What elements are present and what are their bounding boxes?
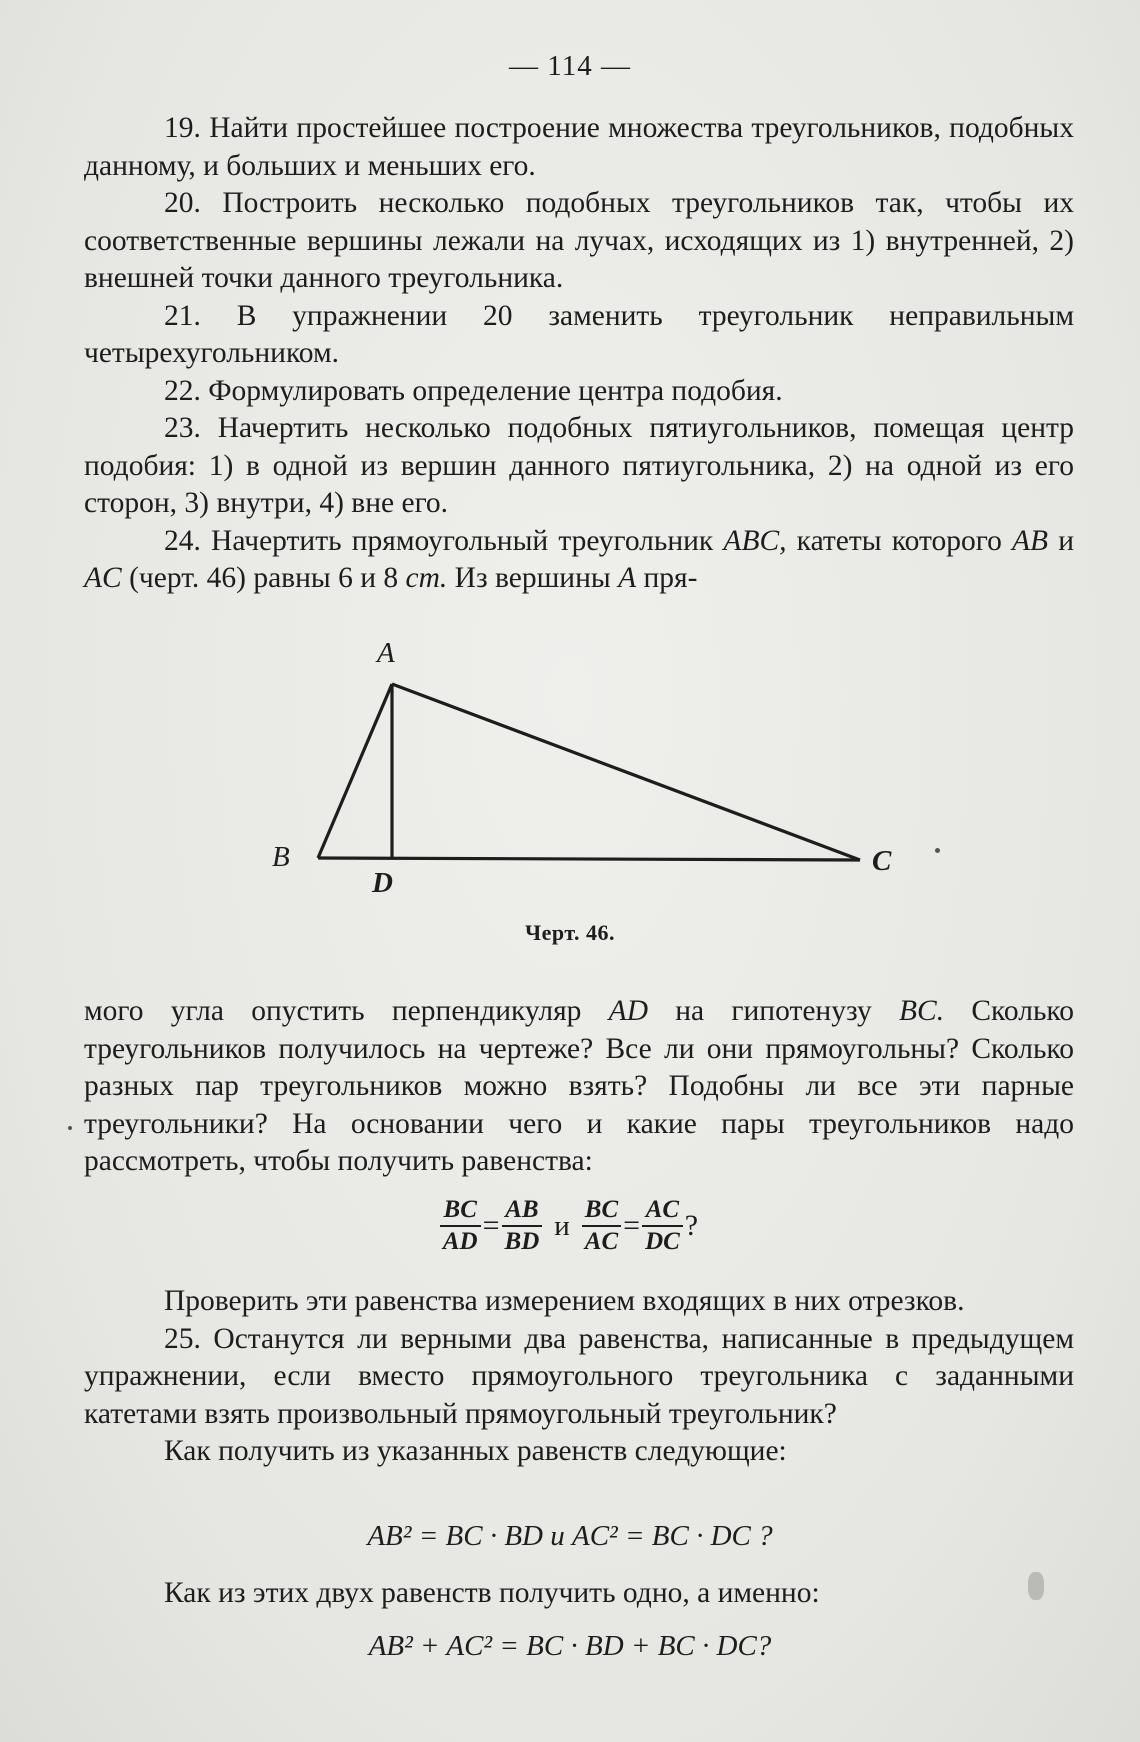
page-smudge — [1028, 1572, 1044, 1600]
exercise-20: 20. Построить несколько подобных треугольников так, чтобы их соответственные вершины лежали на лучах, исходящих из 1) внутренней, 2) внешней точки данного треугольника. — [84, 187, 1074, 294]
exercise-25: 25. Останутся ли верными два равенства, написанные в предыдущем упражнении, если вместо прямоугольного треугольника с заданными катетами взять произвольный прямоугольный треугольник? — [84, 1322, 1074, 1430]
print-speck — [68, 1126, 72, 1130]
print-speck — [935, 848, 940, 853]
fraction-bc-ad: $\frac{BC}{AD}$ — [440, 1195, 481, 1257]
fraction-ab-bd: $\frac{AB}{BD}$ — [502, 1195, 543, 1257]
triangle-figure — [0, 630, 1140, 960]
verify-line: Проверить эти равенства измерением входящих в них отрезков. — [164, 1285, 965, 1317]
exercise-24-continued — [84, 993, 1074, 1181]
side-ac — [392, 684, 860, 860]
hypotenuse-bc — [318, 858, 860, 860]
fraction-bc-ac: $\frac{BC}{AC}$ — [582, 1195, 621, 1257]
figure-caption: Черт. 46. — [524, 920, 615, 945]
exercises-top — [84, 110, 1074, 598]
ratio-formula: $\frac{BC}{AD}$ = $\frac{AB}{BD}$ и $\frac{BC}{AC}$ = $\frac{AC}{DC}$ ? — [0, 1195, 1140, 1265]
squares-formula: AB² = BC · BD и AC² = BC · DC ? — [367, 1520, 773, 1552]
label-a: A — [377, 637, 395, 669]
exercise-25-block — [84, 1283, 1074, 1471]
exercise-23: 23. Начертить несколько подобных пятиугольников, помещая центр подобия: 1) в одной из вершин данного пятиугольника, 2) на одной из его сторон, 3) внутри, 4) вне его. — [84, 412, 1074, 519]
exercise-21: 21. В упражнении 20 заменить треугольник неправильным четырехугольником. — [84, 299, 1074, 369]
question-2: Как из этих двух равенств получить одно, а именно: — [164, 1577, 820, 1609]
exercise-19: 19. Найти простейшее построение множества треугольников, подобных данному, и больших и меньших его. — [84, 112, 1074, 182]
exercise-22: 22. Формулировать определение центра подобия. — [164, 374, 783, 407]
label-d: D — [372, 867, 393, 899]
sum-formula: AB² + AC² = BC · BD + BC · DC? — [368, 1630, 772, 1662]
fraction-ac-dc: $\frac{AC}{DC}$ — [642, 1195, 683, 1257]
exercise-24-start: 24. Начертить прямоугольный треугольник ABC, катеты которого AB и AC (черт. 46) равны 6 и 8 cm. Из вершины A пря- — [84, 524, 1074, 594]
question-1: Как получить из указанных равенств следующие: — [164, 1435, 787, 1467]
exercise-24-cont: мого угла опустить перпендикуляр AD на гипотенузу BC. Сколько треугольников получилось на чертеже? Все ли они прямоугольны? Сколько разных пар треугольников можно взять? Подобны ли все эти парные треугольники? На основании чего и какие пары треугольников надо рассмотреть, чтобы получить равенства: — [84, 995, 1074, 1177]
label-b: B — [272, 841, 290, 873]
page-number: — 114 — — [509, 50, 631, 82]
question-2-block — [84, 1575, 1074, 1613]
label-c: C — [872, 845, 892, 877]
side-ab — [318, 684, 392, 858]
triangle-diagram — [0, 630, 1140, 960]
